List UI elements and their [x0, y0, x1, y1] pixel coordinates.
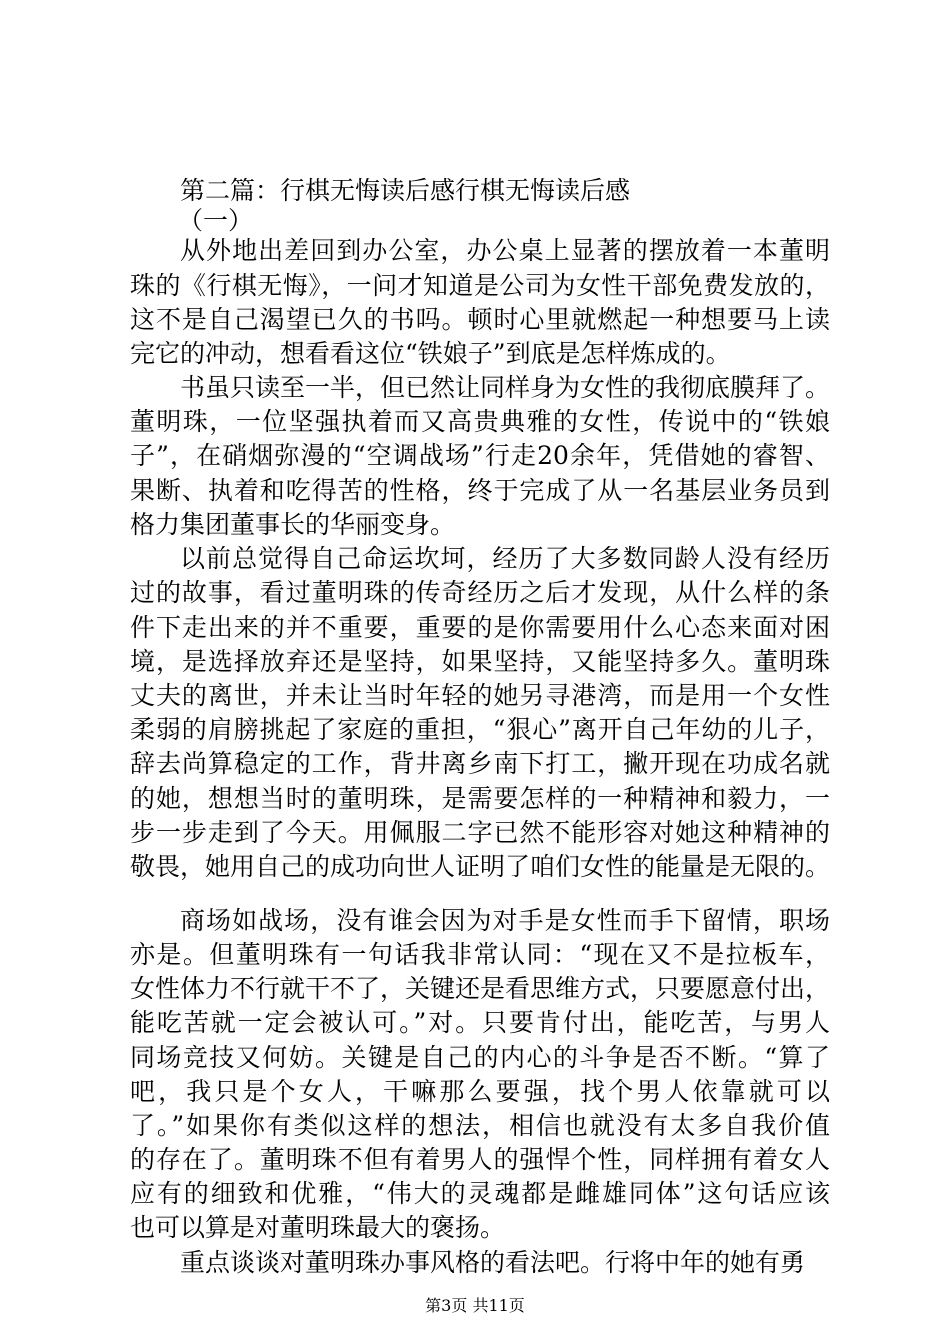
paragraph-line: 商场如战场，没有谁会因为对手是女性而手下留情，职场 — [180, 906, 830, 935]
paragraph-line: 件下走出来的并不重要，重要的是你需要用什么心态来面对困 — [130, 613, 830, 642]
page-footer: 第3页 共11页 — [425, 1296, 525, 1315]
paragraph-line: 果断、执着和吃得苦的性格，终于完成了从一名基层业务员到 — [130, 476, 830, 505]
paragraph-line: 女性体力不行就干不了，关键还是看思维方式，只要愿意付出， — [130, 974, 831, 1003]
paragraph-line: 书虽只读至一半，但已然让同样身为女性的我彻底膜拜了。 — [180, 373, 831, 402]
paragraph-line: 董明珠，一位坚强执着而又高贵典雅的女性，传说中的“铁娘 — [130, 407, 830, 436]
paragraph-line: 子”，在硝烟弥漫的“空调战场”行走20余年，凭借她的睿智、 — [130, 441, 830, 470]
paragraph-line: 珠的《行棋无悔》，一问才知道是公司为女性干部免费发放的， — [130, 271, 830, 300]
paragraph-line: 以前总觉得自己命运坎坷，经历了大多数同龄人没有经历 — [180, 544, 830, 573]
paragraph-line: 重点谈谈对董明珠办事风格的看法吧。行将中年的她有勇 — [180, 1248, 806, 1277]
paragraph-line: 完它的冲动，想看看这位“铁娘子”到底是怎样炼成的。 — [130, 339, 731, 368]
paragraph-line: 敬畏，她用自己的成功向世人证明了咱们女性的能量是无限的。 — [130, 852, 831, 881]
paragraph-line: 同场竞技又何妨。关键是自己的内心的斗争是否不断。“算了 — [130, 1043, 830, 1072]
paragraph-line: 过的故事，看过董明珠的传奇经历之后才发现，从什么样的条 — [130, 578, 830, 607]
paragraph-line: 格力集团董事长的华丽变身。 — [130, 510, 456, 539]
paragraph-line: 步一步走到了今天。用佩服二字已然不能形容对她这种精神的 — [130, 818, 830, 847]
paragraph-line: 能吃苦就一定会被认可。”对。只要肯付出，能吃苦，与男人 — [130, 1008, 830, 1037]
paragraph-line: 亦是。但董明珠有一句话我非常认同：“现在又不是拉板车， — [130, 940, 830, 969]
paragraph-line: 的存在了。董明珠不但有着男人的强悍个性，同样拥有着女人 — [130, 1145, 830, 1174]
paragraph-line: 了。”如果你有类似这样的想法，相信也就没有太多自我价值 — [130, 1111, 830, 1140]
paragraph-line: 辞去尚算稳定的工作，背井离乡南下打工，撇开现在功成名就 — [130, 749, 830, 778]
paragraph-line: 吧，我只是个女人，干嘛那么要强，找个男人依靠就可以 — [130, 1077, 830, 1106]
paragraph-line: 的她，想想当时的董明珠，是需要怎样的一种精神和毅力，一 — [130, 784, 830, 813]
paragraph-line: 这不是自己渴望已久的书吗。顿时心里就燃起一种想要马上读 — [130, 305, 830, 334]
paragraph-line: 应有的细致和优雅，“伟大的灵魂都是雌雄同体”这句话应该 — [130, 1179, 830, 1208]
paragraph-line: 境，是选择放弃还是坚持，如果坚持，又能坚持多久。董明珠 — [130, 647, 830, 676]
paragraph-line: 从外地出差回到办公室，办公桌上显著的摆放着一本董明 — [180, 236, 830, 265]
paragraph-line: 柔弱的肩膀挑起了家庭的重担，“狠心”离开自己年幼的儿子， — [130, 715, 830, 744]
document-title: 第二篇：行棋无悔读后感行棋无悔读后感 — [180, 176, 631, 205]
paragraph-line: 丈夫的离世，并未让当时年轻的她另寻港湾，而是用一个女性 — [130, 681, 830, 710]
paragraph-line: 也可以算是对董明珠最大的褒扬。 — [130, 1213, 506, 1242]
section-label: （一） — [178, 206, 254, 235]
